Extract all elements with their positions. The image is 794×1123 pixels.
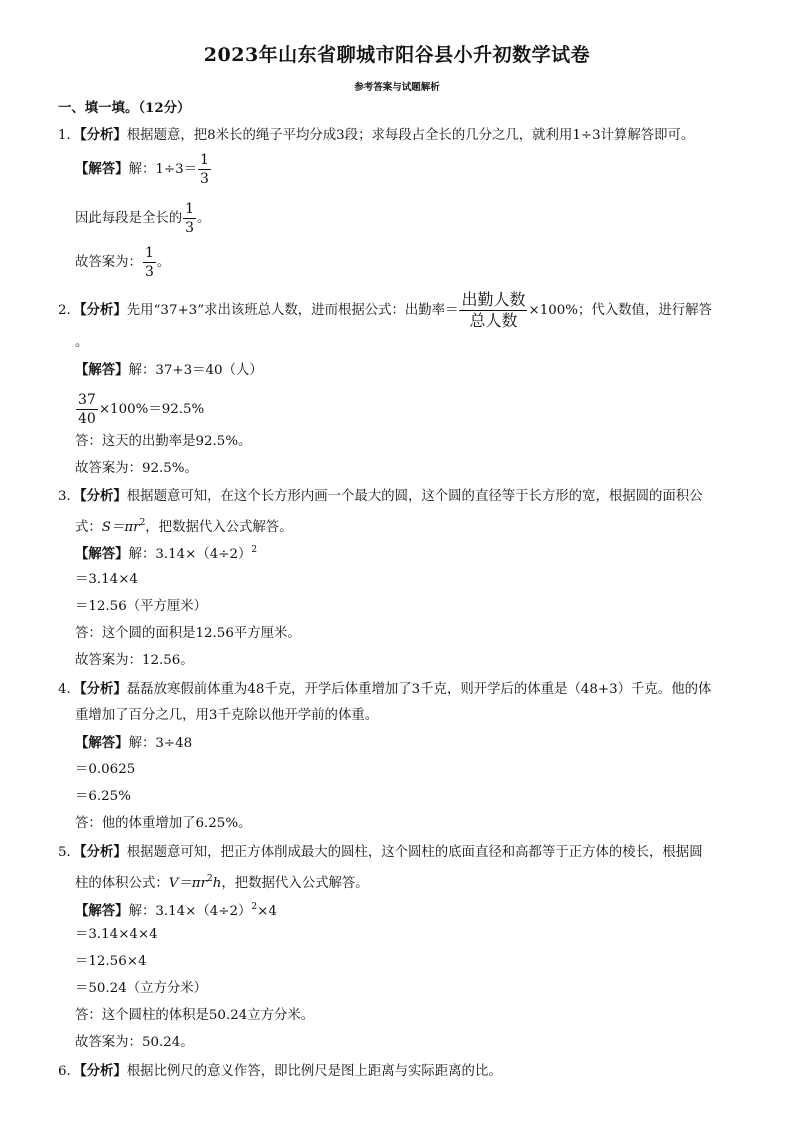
q1-fraction [198, 153, 211, 186]
frac-numerator: 1 [144, 245, 154, 261]
q3-step-2: ＝12.56（平方厘米） [75, 599, 208, 614]
q3-step-1: ＝3.14×4 [75, 572, 138, 587]
q3-solution-text: 解：3.14×（4÷2） [128, 547, 252, 562]
section-heading: 一、填一填。（12分） [58, 100, 191, 116]
analysis-tag: 【分析】 [79, 681, 127, 697]
q2-calc [75, 393, 204, 426]
q2-analysis [58, 292, 712, 329]
frac-numerator: 出勤人数 [461, 290, 526, 309]
q2-analysis-text-2: ×100%；代入数值，进行解答 [528, 303, 712, 318]
q2-solution-text: 解：37+3＝40（人） [128, 363, 263, 378]
exponent: 2 [251, 545, 258, 555]
q3-analysis-text: 根据题意可知，在这个长方形内画一个最大的圆，这个圆的直径等于长方形的宽，根据圆的面积公 [126, 489, 703, 504]
q1-conclusion [75, 202, 210, 235]
q6-analysis [58, 1062, 502, 1081]
analysis-tag: 【分析】 [79, 488, 127, 504]
exponent: 2 [251, 902, 258, 912]
q5-formula-h: h [212, 876, 222, 891]
analysis-tag: 【分析】 [79, 844, 127, 860]
q4-analysis [58, 680, 711, 699]
frac-numerator: 37 [78, 392, 96, 408]
q5-step-3: ＝50.24（立方分米） [75, 981, 208, 996]
q1-frac-denominator: 3 [200, 171, 209, 187]
frac-numerator: 1 [185, 201, 195, 217]
q5-analysis [58, 843, 703, 862]
q1-analysis-text: 根据题意，把8米长的绳子平均分成3段；求每段占全长的几分之几，就利用1÷3计算解答即可。 [126, 128, 695, 143]
answer-tag: 【解答】 [75, 735, 129, 751]
q2-calc-fraction [76, 393, 98, 426]
frac-denominator: 40 [78, 411, 96, 427]
q5-final: 故答案为：50.24。 [75, 1035, 194, 1050]
q3-formula: S＝πr [101, 520, 140, 535]
frac-denominator: 3 [144, 264, 154, 280]
q1-frac-numerator: 1 [200, 152, 209, 168]
q2-calc-text: ×100%＝92.5% [98, 402, 205, 417]
exponent: 2 [207, 874, 213, 884]
q5-analysis-2 [75, 870, 369, 893]
q4-solution [75, 734, 192, 753]
q4-analysis-text: 磊磊放寒假前体重为48千克，开学后体重增加了3千克，则开学后的体重是（48+3）千克。他的体 [126, 682, 712, 697]
q5-solution-text-2: ×4 [257, 904, 277, 919]
q4-step-1: ＝0.0625 [75, 762, 136, 777]
q4-number: 4． [58, 682, 80, 697]
answer-tag: 【解答】 [75, 362, 129, 378]
page-title: 2023年山东省聊城市阳谷县小升初数学试卷 [203, 44, 591, 66]
q4-analysis-2: 重增加了百分之几，用3千克除以他开学前的体重。 [75, 708, 379, 723]
q3-analysis-text-2: 式： [75, 520, 102, 535]
q6-analysis-text: 根据比例尺的意义作答，即比例尺是图上距离与实际距离的比。 [126, 1064, 502, 1079]
analysis-tag: 【分析】 [79, 1063, 127, 1079]
q2-formula-fraction [459, 292, 527, 329]
q3-analysis-2 [75, 514, 293, 537]
q3-solution [75, 541, 257, 564]
q4-step-2: ＝6.25% [75, 789, 131, 804]
answer-tag: 【解答】 [75, 903, 129, 919]
q6-number: 6． [58, 1064, 80, 1079]
frac-denominator: 3 [185, 220, 195, 236]
q1-number: 1． [58, 128, 80, 143]
q1-solution [75, 153, 212, 186]
q3-analysis-text-3: ，把数据代入公式解答。 [145, 520, 293, 535]
q5-analysis-text-3: ，把数据代入公式解答。 [221, 876, 369, 891]
q1-conclusion-text: 因此每段是全长的 [75, 211, 183, 226]
q2-final: 故答案为：92.5%。 [75, 461, 198, 476]
q1-conclusion-fraction [183, 202, 196, 235]
q2-analysis-text: 先用“37+3”求出该班总人数，进而根据公式：出勤率＝ [126, 303, 459, 318]
q3-analysis [58, 487, 703, 506]
q1-final-text: 故答案为： [75, 255, 142, 270]
q5-answer: 答：这个圆柱的体积是50.24立方分米。 [75, 1008, 315, 1023]
q1-final [75, 246, 170, 279]
punct: 。 [156, 255, 171, 270]
q1-solution-text: 解：1÷3＝ [128, 162, 197, 177]
answer-tag: 【解答】 [75, 161, 129, 177]
q2-answer: 答：这天的出勤率是92.5%。 [75, 434, 252, 449]
q2-number: 2． [58, 303, 80, 318]
q4-answer: 答：他的体重增加了6.25%。 [75, 816, 252, 831]
answer-tag: 【解答】 [75, 546, 129, 562]
punct: 。 [197, 211, 211, 226]
q3-number: 3． [58, 489, 80, 504]
q5-formula: V＝πr [168, 876, 207, 891]
q2-analysis-end: 。 [75, 335, 89, 350]
q5-step-2: ＝12.56×4 [75, 954, 147, 969]
q3-final: 故答案为：12.56。 [75, 653, 194, 668]
frac-denominator: 总人数 [469, 311, 518, 330]
q1-final-fraction [143, 246, 156, 279]
q4-solution-text: 解：3÷48 [128, 736, 193, 751]
q5-step-1: ＝3.14×4×4 [75, 927, 158, 942]
analysis-tag: 【分析】 [79, 302, 127, 318]
q1-analysis [58, 126, 694, 145]
q5-analysis-text: 根据题意可知，把正方体削成最大的圆柱，这个圆柱的底面直径和高都等于正方体的棱长，根据圆 [126, 845, 703, 860]
page-subtitle: 参考答案与试题解析 [354, 82, 440, 93]
q5-number: 5． [58, 845, 80, 860]
q5-analysis-text-2: 柱的体积公式： [75, 876, 169, 891]
q2-solution [75, 361, 263, 380]
q5-solution [75, 898, 277, 921]
q5-solution-text: 解：3.14×（4÷2） [128, 904, 252, 919]
q3-answer: 答：这个圆的面积是12.56平方厘米。 [75, 626, 301, 641]
exponent: 2 [139, 518, 146, 528]
analysis-tag: 【分析】 [79, 127, 127, 143]
